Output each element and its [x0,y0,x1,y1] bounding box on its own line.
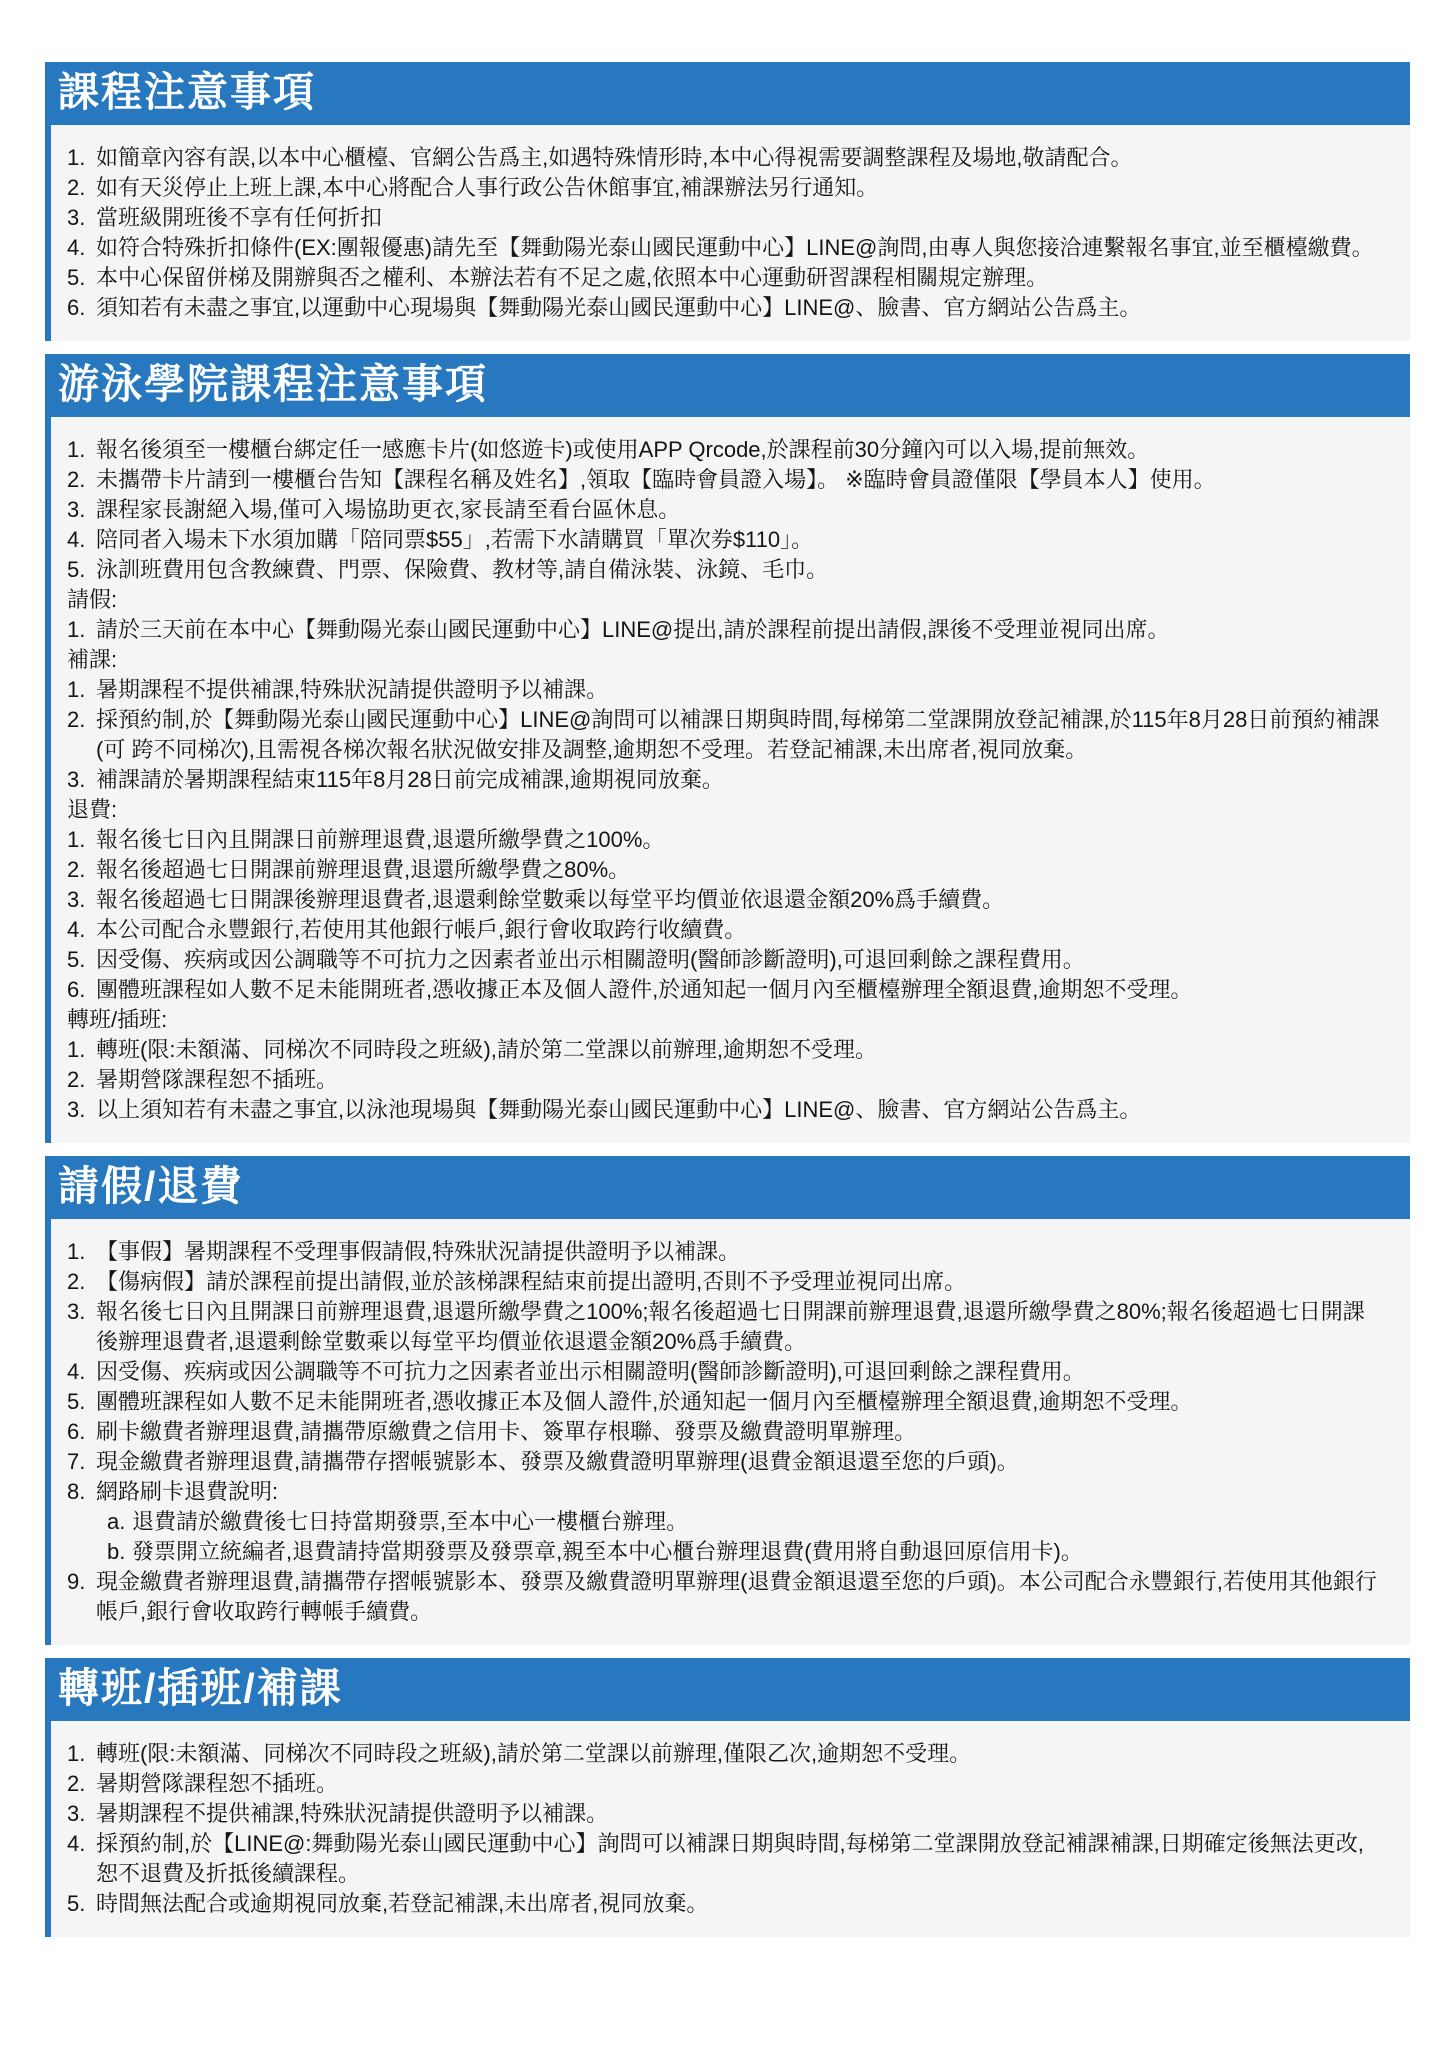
list-item-text: 如有天災停止上班上課,本中心將配合人事行政公告休館事宜,補課辦法另行通知。 [96,175,879,201]
list-item-text: 團體班課程如人數不足未能開班者,憑收據正本及個人證件,於通知起一個月內至櫃檯辦理全額退費,逾期恕不受理。 [96,977,1193,1003]
list-item-number: 1. [67,677,86,703]
list-item [64,975,1384,1005]
list-item-number: 9. [67,1569,86,1595]
list-item [64,1387,1384,1417]
section-title: 游泳學院課程注意事項 [45,354,1410,417]
list-item-text: 未攜帶卡片請到一樓櫃台告知【課程名稱及姓名】,領取【臨時會員證入場】。 ※臨時會員證僅限【學員本人】使用。 [96,467,1216,493]
list-item [64,1477,1384,1507]
section-body [45,125,1410,341]
list-item-text: 刷卡繳費者辦理退費,請攜帶原繳費之信用卡、簽單存根聯、發票及繳費證明單辦理。 [96,1419,917,1445]
list-item-number: 6. [67,977,86,1003]
list-item [64,203,1384,233]
list-item [64,945,1384,975]
list-item-text: 須知若有未盡之事宜,以運動中心現場與【舞動陽光泰山國民運動中心】LINE@、臉書、官方網站公告爲主。 [96,295,1142,321]
list-item [64,765,1384,795]
list-item-number: 5. [67,947,86,973]
sublist-label: 請假: [67,587,118,613]
list-item-text: 補課請於暑期課程結束115年8月28日前完成補課,逾期視同放棄。 [96,767,724,793]
section-title: 課程注意事項 [45,62,1410,125]
list-item-text: 暑期課程不提供補課,特殊狀況請提供證明予以補課。 [96,677,609,703]
list-item [64,495,1384,525]
list-item [64,173,1384,203]
list-item [64,465,1384,495]
list-item-number: 1. [67,827,86,853]
section-body [45,417,1410,1143]
list-item [64,1889,1384,1919]
list-item-text: 報名後須至一樓櫃台綁定任一感應卡片(如悠遊卡)或使用APP Qrcode,於課程前30分鐘內可以入場,提前無效。 [96,437,1150,463]
sub-list-item-text: 退費請於繳費後七日持當期發票,至本中心一樓櫃台辦理。 [132,1509,689,1535]
list-item [64,1297,1384,1357]
list-item-number: 4. [67,235,86,261]
list-item-number: 2. [67,1067,86,1093]
notice-section [45,1156,1410,1645]
list-item-text: 採預約制,於【舞動陽光泰山國民運動中心】LINE@詢問可以補課日期與時間,每梯第二堂課開放登記補課,於115年8月28日前預約補課(可 跨不同梯次),且需視各梯次報名狀況做安排及調整,逾期恕不受理。若登記補課,未出席者,視同放棄。 [96,707,1380,763]
list-item [64,263,1384,293]
list-item-text: 報名後超過七日開課前辦理退費,退還所繳學費之80%。 [96,857,631,883]
list-item-text: 時間無法配合或逾期視同放棄,若登記補課,未出席者,視同放棄。 [96,1891,709,1917]
list-item [64,1769,1384,1799]
list-item-text: 現金繳費者辦理退費,請攜帶存摺帳號影本、發票及繳費證明單辦理(退費金額退還至您的戶頭)。本公司配合永豐銀行,若使用其他銀行帳戶,銀行會收取跨行轉帳手續費。 [96,1569,1377,1625]
list-item [64,915,1384,945]
list-item [64,855,1384,885]
list-item [64,1799,1384,1829]
sub-list-item-letter: b. [107,1539,126,1565]
list-item-number: 3. [67,1801,86,1827]
list-item-text: 因受傷、疾病或因公調職等不可抗力之因素者並出示相關證明(醫師診斷證明),可退回剩餘之課程費用。 [96,1359,1085,1385]
sub-list-item [64,1507,1384,1537]
list-item [64,1267,1384,1297]
list-item-number: 1. [67,145,86,171]
list-item-number: 3. [67,205,86,231]
notice-section [45,1658,1410,1937]
sub-list-item [64,1537,1384,1567]
list-item-number: 4. [67,1831,86,1857]
list-item-number: 3. [67,887,86,913]
list-item-text: 網路刷卡退費說明: [96,1479,279,1505]
list-item-text: 課程家長謝絕入場,僅可入場協助更衣,家長請至看台區休息。 [96,497,681,523]
list-item [64,1447,1384,1477]
list-item-text: 本中心保留併梯及開辦與否之權利、本辦法若有不足之處,依照本中心運動研習課程相關規定辦理。 [96,265,1049,291]
sub-list-item-text: 發票開立統編者,退費請持當期發票及發票章,親至本中心櫃台辦理退費(費用將自動退回原信用卡)。 [132,1539,1083,1565]
list-item-number: 3. [67,1097,86,1123]
list-item [64,705,1384,765]
list-item [64,1417,1384,1447]
list-item [64,525,1384,555]
sublist-label: 補課: [67,647,118,673]
list-item-text: 報名後超過七日開課後辦理退費者,退還剩餘堂數乘以每堂平均價並依退還金額20%爲手續費。 [96,887,1005,913]
list-item-number: 4. [67,917,86,943]
list-item-text: 轉班(限:未額滿、同梯次不同時段之班級),請於第二堂課以前辦理,僅限乙次,逾期恕不受理。 [96,1741,972,1767]
list-item [64,293,1384,323]
list-item-text: 暑期營隊課程恕不插班。 [96,1771,339,1797]
list-item-number: 1. [67,1741,86,1767]
list-item-number: 2. [67,857,86,883]
list-item-text: 請於三天前在本中心【舞動陽光泰山國民運動中心】LINE@提出,請於課程前提出請假,課後不受理並視同出席。 [96,617,1170,643]
list-item-text: 以上須知若有未盡之事宜,以泳池現場與【舞動陽光泰山國民運動中心】LINE@、臉書、官方網站公告爲主。 [96,1097,1142,1123]
list-item-number: 2. [67,707,86,733]
list-item [64,825,1384,855]
list-item [64,555,1384,585]
list-item-number: 5. [67,557,86,583]
list-item-number: 8. [67,1479,86,1505]
list-item [64,143,1384,173]
list-item [64,1065,1384,1095]
sublist-label: 退費: [67,797,118,823]
list-item-number: 6. [67,1419,86,1445]
list-item-text: 現金繳費者辦理退費,請攜帶存摺帳號影本、發票及繳費證明單辦理(退費金額退還至您的戶頭)。 [96,1449,1019,1475]
list-item [64,1567,1384,1627]
list-item-text: 報名後七日內且開課日前辦理退費,退還所繳學費之100%。 [96,827,665,853]
list-item [64,1237,1384,1267]
notice-section [45,354,1410,1143]
list-item-number: 6. [67,295,86,321]
section-title: 請假/退費 [45,1156,1410,1219]
list-item-number: 7. [67,1449,86,1475]
list-item-number: 4. [67,1359,86,1385]
list-item-number: 3. [67,1299,86,1325]
list-item [64,1829,1384,1889]
list-item [64,1035,1384,1065]
list-item-number: 1. [67,1239,86,1265]
section-body [45,1219,1410,1645]
sub-list-item-letter: a. [107,1509,126,1535]
section-title: 轉班/插班/補課 [45,1658,1410,1721]
list-item-number: 5. [67,1891,86,1917]
list-item-text: 如符合特殊折扣條件(EX:團報優惠)請先至【舞動陽光泰山國民運動中心】LINE@詢問,由專人與您接洽連繫報名事宜,並至櫃檯繳費。 [96,235,1374,261]
list-item [64,1095,1384,1125]
list-item-text: 【事假】暑期課程不受理事假請假,特殊狀況請提供證明予以補課。 [96,1239,741,1265]
notice-section [45,62,1410,341]
list-item-text: 如簡章內容有誤,以本中心櫃檯、官網公告爲主,如遇特殊情形時,本中心得視需要調整課程及場地,敬請配合。 [96,145,1133,171]
list-item-number: 1. [67,1037,86,1063]
list-item-text: 陪同者入場未下水須加購「陪同票$55」,若需下水請購買「單次券$110」。 [96,527,814,553]
list-item-number: 3. [67,767,86,793]
sublist-label: 轉班/插班: [67,1007,168,1033]
list-item-number: 2. [67,467,86,493]
list-item [64,885,1384,915]
list-item [64,435,1384,465]
list-item-text: 因受傷、疾病或因公調職等不可抗力之因素者並出示相關證明(醫師診斷證明),可退回剩餘之課程費用。 [96,947,1085,973]
list-item-number: 2. [67,1269,86,1295]
list-item-text: 暑期課程不提供補課,特殊狀況請提供證明予以補課。 [96,1801,609,1827]
list-item-text: 當班級開班後不享有任何折扣 [96,205,383,231]
list-item-number: 2. [67,175,86,201]
list-item-number: 3. [67,497,86,523]
list-item-text: 本公司配合永豐銀行,若使用其他銀行帳戶,銀行會收取跨行收續費。 [96,917,747,943]
list-item [64,675,1384,705]
list-item-number: 5. [67,1389,86,1415]
list-item-text: 報名後七日內且開課日前辦理退費,退還所繳學費之100%;報名後超過七日開課前辦理退費,退還所繳學費之80%;報名後超過七日開課後辦理退費者,退還剩餘堂數乘以每堂平均價並依退還金額20%爲手續費。 [96,1299,1365,1355]
list-item-number: 1. [67,617,86,643]
list-item [64,1357,1384,1387]
section-body [45,1721,1410,1937]
list-item-text: 採預約制,於【LINE@:舞動陽光泰山國民運動中心】詢問可以補課日期與時間,每梯第二堂課開放登記補課補課,日期確定後無法更改,恕不退費及折抵後續課程。 [96,1831,1364,1887]
list-item-text: 團體班課程如人數不足未能開班者,憑收據正本及個人證件,於通知起一個月內至櫃檯辦理全額退費,逾期恕不受理。 [96,1389,1193,1415]
list-item-number: 4. [67,527,86,553]
list-item-text: 泳訓班費用包含教練費、門票、保險費、教材等,請自備泳裝、泳鏡、毛巾。 [96,557,829,583]
list-item [64,233,1384,263]
list-item-text: 轉班(限:未額滿、同梯次不同時段之班級),請於第二堂課以前辦理,逾期恕不受理。 [96,1037,877,1063]
list-item-number: 1. [67,437,86,463]
list-item-number: 2. [67,1771,86,1797]
list-item-number: 5. [67,265,86,291]
list-item [64,615,1384,645]
list-item-text: 【傷病假】請於課程前提出請假,並於該梯課程結束前提出證明,否則不予受理並視同出席。 [96,1269,967,1295]
list-item-text: 暑期營隊課程恕不插班。 [96,1067,339,1093]
list-item [64,1739,1384,1769]
